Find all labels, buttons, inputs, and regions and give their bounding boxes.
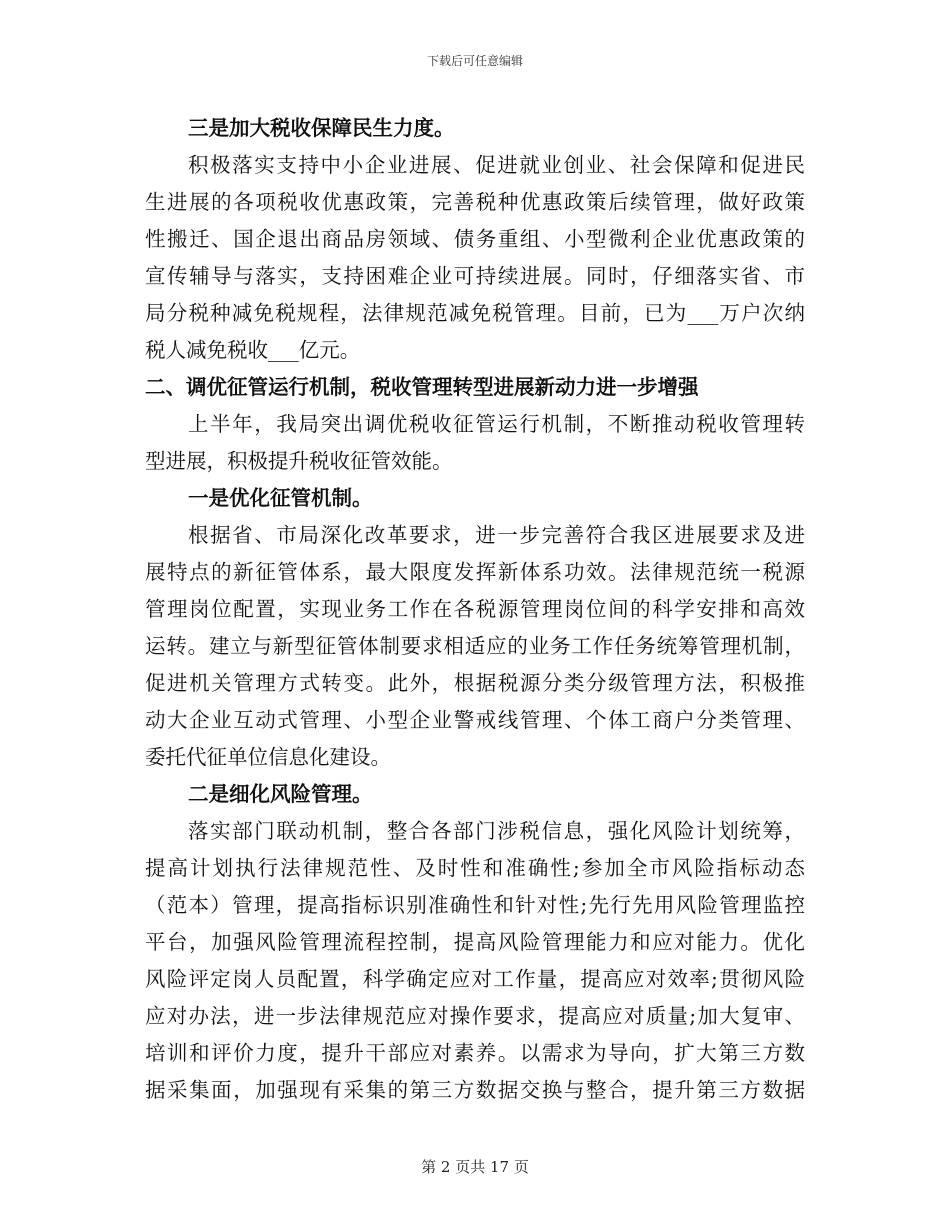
body-text-line: 型进展，积极提升税收征管效能。 xyxy=(145,449,453,473)
body-text-line: 运转。建立与新型征管体制要求相适应的业务工作任务统筹管理机制， xyxy=(145,634,805,658)
body-text-line: 委托代征单位信息化建设。 xyxy=(145,745,391,769)
body-text-line: （范本）管理，提高指标识别准确性和针对性;先行先用风险管理监控 xyxy=(145,893,805,917)
body-text-line: 应对办法，进一步法律规范应对操作要求，提高应对质量;加大复审、 xyxy=(145,1004,805,1028)
body-text-line: 风险评定岗人员配置，科学确定应对工作量，提高应对效率;贯彻风险 xyxy=(145,967,805,991)
section-heading: 二是细化风险管理。 xyxy=(188,782,373,806)
body-text-line: 展特点的新征管体系，最大限度发挥新体系功效。法律规范统一税源 xyxy=(145,560,805,584)
body-text-line: 平台，加强风险管理流程控制，提高风险管理能力和应对能力。优化 xyxy=(145,930,805,954)
body-text-line: 根据省、市局深化改革要求，进一步完善符合我区进展要求及进 xyxy=(188,523,805,547)
body-text-line: 上半年，我局突出调优税收征管运行机制，不断推动税收管理转 xyxy=(188,412,805,436)
body-text-line: 提高计划执行法律规范性、及时性和准确性;参加全市风险指标动态 xyxy=(145,856,805,880)
body-text-line: 性搬迁、国企退出商品房领域、债务重组、小型微利企业优惠政策的 xyxy=(145,227,805,251)
body-text-line: 培训和评价力度，提升干部应对素养。以需求为导向，扩大第三方数 xyxy=(145,1041,805,1065)
section-heading: 一是优化征管机制。 xyxy=(188,486,373,510)
body-text-line: 局分税种减免税规程，法律规范减免税管理。目前，已为___万户次纳 xyxy=(145,301,805,325)
section-heading: 二、调优征管运行机制，税收管理转型进展新动力进一步增强 xyxy=(145,375,699,399)
body-text-line: 生进展的各项税收优惠政策，完善税种优惠政策后续管理，做好政策 xyxy=(145,190,805,214)
body-text-line: 管理岗位配置，实现业务工作在各税源管理岗位间的科学安排和高效 xyxy=(145,597,805,621)
body-text-line: 据采集面，加强现有采集的第三方数据交换与整合，提升第三方数据 xyxy=(145,1078,805,1102)
body-text-line: 落实部门联动机制，整合各部门涉税信息，强化风险计划统筹， xyxy=(188,819,805,843)
body-text-line: 促进机关管理方式转变。此外，根据税源分类分级管理方法，积极推 xyxy=(145,671,805,695)
body-text-line: 动大企业互动式管理、小型企业警戒线管理、个体工商户分类管理、 xyxy=(145,708,805,732)
header-note: 下载后可任意编辑 xyxy=(426,54,523,68)
body-text-line: 积极落实支持中小企业进展、促进就业创业、社会保障和促进民 xyxy=(188,153,805,177)
page-footer: 第 2 页共 17 页 xyxy=(421,1158,529,1176)
section-heading: 三是加大税收保障民生力度。 xyxy=(188,116,455,140)
document-body xyxy=(145,110,805,1109)
body-text-line: 宣传辅导与落实，支持困难企业可持续进展。同时，仔细落实省、市 xyxy=(145,264,805,288)
body-text-line: 税人减免税收___亿元。 xyxy=(145,338,361,362)
